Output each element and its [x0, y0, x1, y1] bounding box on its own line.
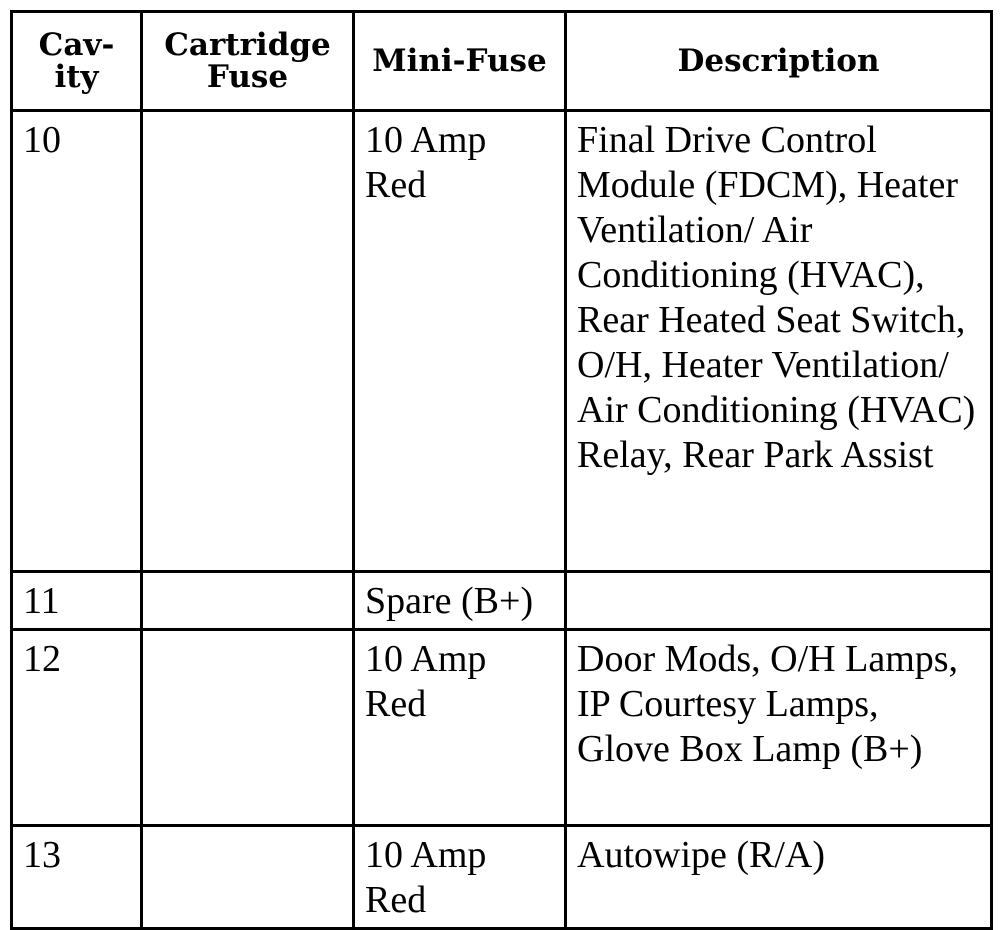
header-cartridge-line-1: Cartridge	[164, 27, 331, 63]
description-cell: Door Mods, O/H Lamps, IP Courtesy Lamps, Glove Box Lamp (B+)	[566, 630, 992, 826]
mini-fuse-cell: 10 Amp Red	[354, 826, 566, 929]
mini-fuse-cell: 10 Amp Red	[354, 630, 566, 826]
header-cavity-line-2: ity	[54, 59, 99, 95]
header-cartridge-fuse	[142, 12, 354, 111]
header-mini-fuse	[354, 12, 566, 111]
cavity-cell: 10	[12, 111, 142, 572]
header-cavity	[12, 12, 142, 111]
mini-fuse-cell: 10 Amp Red	[354, 111, 566, 572]
header-description-label: Description	[677, 43, 880, 79]
cavity-cell: 11	[12, 572, 142, 630]
cartridge-fuse-cell	[142, 111, 354, 572]
table-row	[12, 111, 992, 572]
header-cartridge-line-2: Fuse	[206, 59, 289, 95]
header-cavity-line-1: Cav-	[38, 27, 115, 63]
cartridge-fuse-cell	[142, 630, 354, 826]
cavity-cell: 13	[12, 826, 142, 929]
header-description	[566, 12, 992, 111]
cavity-cell: 12	[12, 630, 142, 826]
table-row	[12, 572, 992, 630]
table-row	[12, 630, 992, 826]
cartridge-fuse-cell	[142, 826, 354, 929]
description-cell: Final Drive Control Module (FDCM), Heater Ventilation/ Air Conditioning (HVAC), Rear Heated Seat Switch, O/H, Heater Ventilation/ Air Conditioning (HVAC) Relay, Rear Park Assist	[566, 111, 992, 572]
header-row	[12, 12, 992, 111]
fuse-table	[10, 10, 993, 930]
table-row	[12, 826, 992, 929]
cartridge-fuse-cell	[142, 572, 354, 630]
description-cell: Autowipe (R/A)	[566, 826, 992, 929]
header-mini-fuse-label: Mini-Fuse	[372, 43, 547, 79]
description-cell	[566, 572, 992, 630]
mini-fuse-cell: Spare (B+)	[354, 572, 566, 630]
